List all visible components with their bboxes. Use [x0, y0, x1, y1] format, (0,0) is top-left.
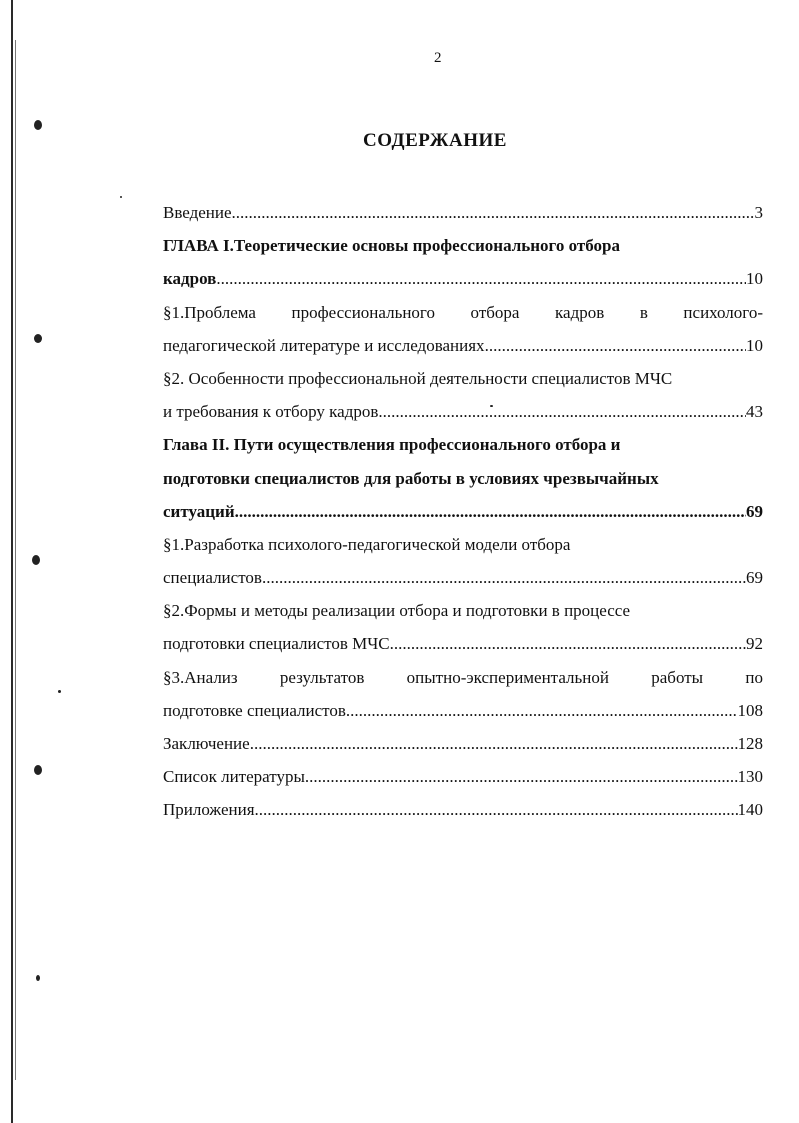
toc-entry-chapter-2-line[interactable]	[163, 428, 763, 461]
dot-leader	[262, 561, 746, 594]
toc-entry-chapter-2-line[interactable]	[163, 462, 763, 495]
toc-entry-section-2-1-line[interactable]	[163, 528, 763, 561]
toc-page-number: 10	[746, 335, 763, 355]
scan-speck	[58, 690, 61, 693]
toc-entry-section-2-2[interactable]	[163, 627, 763, 660]
dot-leader	[390, 627, 746, 660]
toc-entry-label: педагогической литературе и исследованиях	[163, 335, 485, 355]
toc-page-number: 10	[746, 269, 763, 289]
toc-entry-section-2-2-line[interactable]	[163, 594, 763, 627]
toc-entry-label: §2. Особенности профессиональной деятельности специалистов МЧС	[163, 368, 673, 388]
toc-entry-label: специалистов	[163, 568, 262, 588]
scan-speck	[34, 765, 42, 775]
page-title: СОДЕРЖАНИЕ	[363, 130, 507, 151]
toc-entry-label: §1.Разработка психолого-педагогической модели отбора	[163, 534, 571, 554]
page-number: 2	[434, 50, 442, 66]
toc-entry-label: ситуаций	[163, 501, 235, 521]
toc-entry-chapter-1-line[interactable]	[163, 229, 763, 262]
toc-entry-label: и требования к отбору кадров	[163, 402, 379, 422]
toc-page-number: 69	[746, 568, 763, 588]
toc-entry-references[interactable]	[163, 760, 763, 793]
toc-entry-section-1-1-line[interactable]	[163, 296, 763, 329]
scan-speck	[120, 196, 122, 198]
dot-leader	[216, 262, 746, 295]
toc-entry-label: подготовки специалистов для работы в условиях чрезвычайных	[163, 468, 659, 488]
dot-leader	[378, 395, 746, 428]
toc-entry-label: §1.Проблема профессионального отбора кадров в психолого-	[163, 302, 763, 322]
toc-page-number: 128	[737, 734, 763, 753]
toc-entry-label: Глава II. Пути осуществления профессионального отбора и	[163, 435, 621, 455]
toc-entry-conclusion[interactable]	[163, 727, 763, 760]
toc-entry-chapter-1[interactable]	[163, 262, 763, 295]
toc-entry-label: ГЛАВА I.Теоретические основы профессионального отбора	[163, 236, 620, 256]
toc-entry-section-2-1[interactable]	[163, 561, 763, 594]
toc-entry-section-1-1[interactable]	[163, 329, 763, 362]
toc-page-number: 69	[746, 501, 763, 521]
toc-page-number: 140	[737, 800, 763, 820]
dot-leader	[485, 329, 746, 362]
dot-leader	[255, 793, 738, 826]
dot-leader	[250, 727, 738, 760]
toc-entry-section-2-3[interactable]	[163, 694, 763, 727]
toc-entry-label: §3.Анализ результатов опытно-экспериментальной работы по	[163, 667, 763, 687]
toc-entry-label: подготовки специалистов МЧС	[163, 634, 390, 654]
scan-edge-line-faint	[15, 40, 16, 1080]
dot-leader	[346, 694, 738, 727]
toc-entry-label: Приложения	[163, 800, 255, 820]
dot-leader	[235, 495, 746, 528]
toc-entry-section-2-3-line[interactable]	[163, 661, 763, 694]
toc-entry-label: кадров	[163, 269, 217, 289]
toc-page-number: 43	[746, 402, 763, 422]
toc-entry-label: Заключение	[163, 734, 250, 753]
dot-leader	[305, 760, 738, 793]
dot-leader	[232, 196, 755, 229]
toc-entry-introduction[interactable]	[163, 196, 763, 229]
scan-speck	[32, 555, 40, 565]
scan-edge-line	[11, 0, 13, 1123]
toc-entry-section-1-2-line[interactable]	[163, 362, 763, 395]
table-of-contents	[163, 196, 763, 827]
toc-page-number: 130	[737, 767, 763, 787]
toc-entry-appendix[interactable]	[163, 793, 763, 826]
scan-speck	[34, 334, 42, 343]
scan-speck	[36, 975, 40, 981]
toc-entry-label: Введение	[163, 203, 232, 222]
toc-entry-section-1-2[interactable]	[163, 395, 763, 428]
toc-entry-label: подготовке специалистов	[163, 700, 346, 720]
toc-entry-chapter-2[interactable]	[163, 495, 763, 528]
toc-page-number: 92	[746, 634, 763, 654]
toc-entry-label: Список литературы	[163, 767, 305, 787]
toc-page-number: 108	[737, 700, 763, 720]
toc-page-number: 3	[754, 203, 763, 222]
toc-entry-label: §2.Формы и методы реализации отбора и подготовки в процессе	[163, 601, 631, 621]
scan-speck	[34, 120, 42, 130]
